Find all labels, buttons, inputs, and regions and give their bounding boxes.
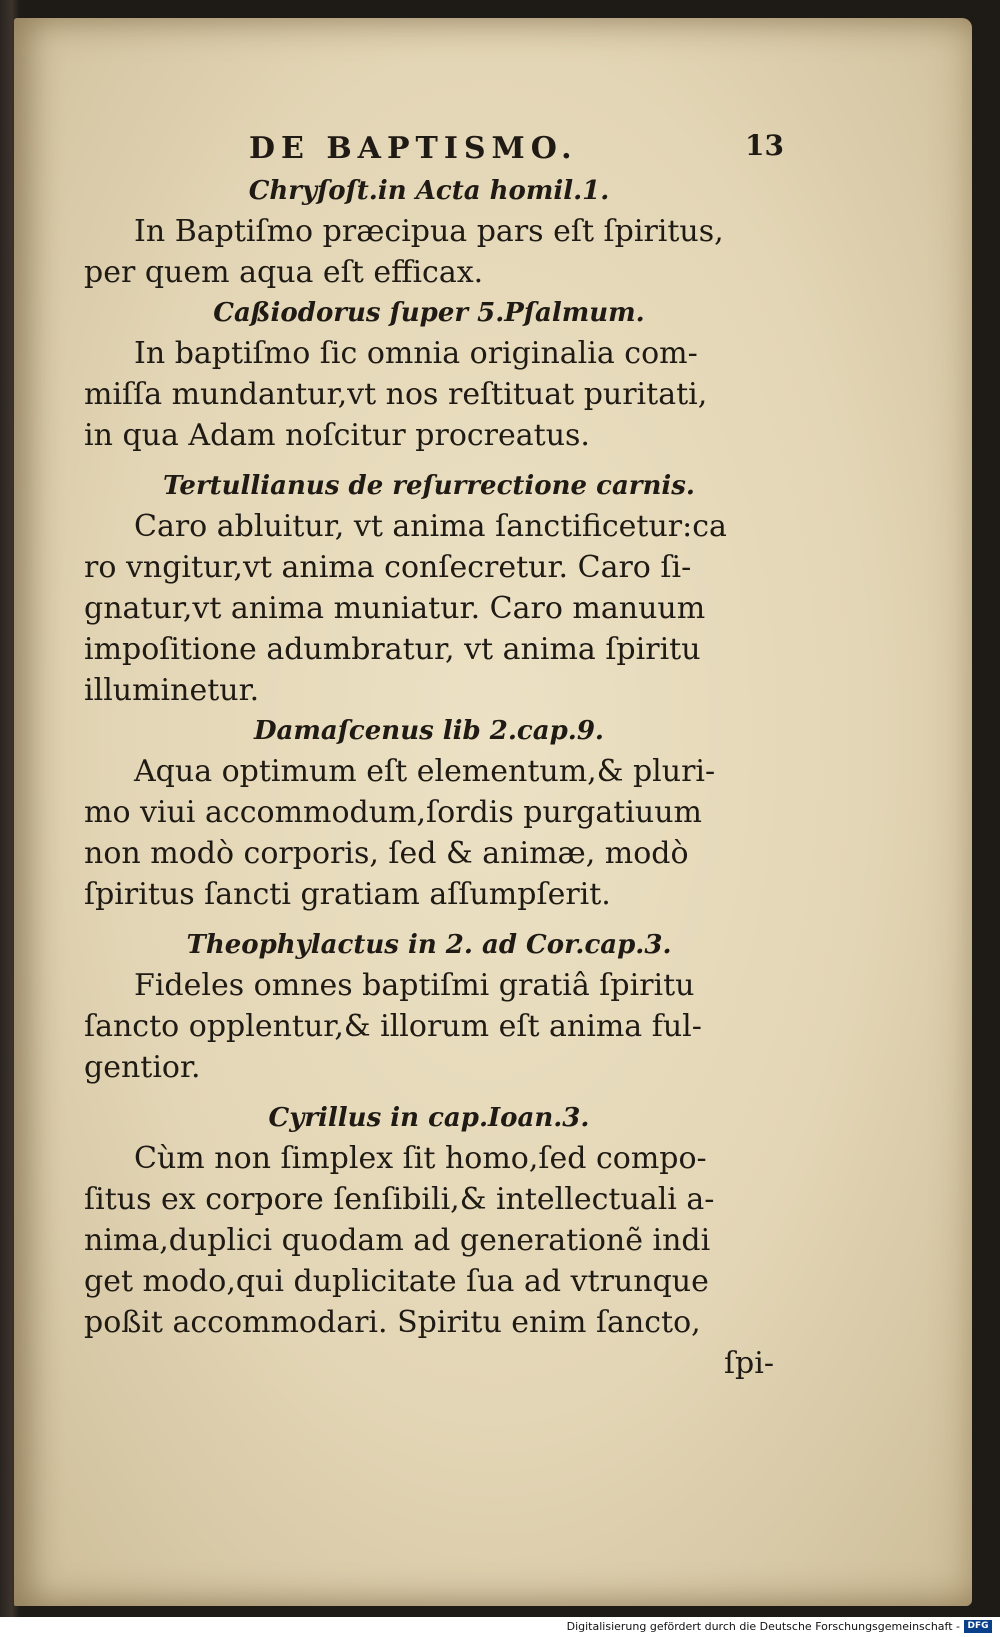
text-line: Aqua optimum eſt elementum,& pluri- [134, 754, 716, 789]
book-page [14, 18, 972, 1606]
text-line: illuminetur. [84, 673, 260, 708]
dfg-logo: DFG [964, 1620, 992, 1633]
text-line: nima,duplici quodam ad generationẽ indi [84, 1223, 711, 1258]
digitization-footer [0, 1617, 1000, 1637]
text-line: In baptiſmo ſic omnia originalia com- [134, 336, 698, 371]
text-line: ſitus ex corpore ſenſibili,& intellectuali a- [84, 1182, 715, 1217]
footer-text: Digitalisierung gefördert durch die Deutsche Forschungsgemeinschaft - [566, 1620, 960, 1633]
page-text [84, 123, 784, 1384]
section [84, 711, 774, 915]
text-line: Cùm non ſimplex ſit homo,ſed compo- [134, 1141, 707, 1176]
text-line: non modò corporis, ſed & animæ, modò [84, 836, 689, 871]
text-line: ſancto opplentur,& illorum eſt anima ful- [84, 1009, 702, 1044]
section-heading: Theophylactus in 2. ad Cor.cap.3. [186, 930, 672, 960]
text-line: Caro abluitur, vt anima ſanctificetur:ca [134, 509, 727, 544]
text-line: get modo,qui duplicitate ſua ad vtrunque [84, 1264, 709, 1299]
section [84, 293, 774, 456]
section [84, 925, 774, 1088]
text-line: poßit accommodari. Spiritu enim ſancto, [84, 1305, 701, 1340]
text-line: gentior. [84, 1050, 201, 1085]
running-head-title: DE BAPTISMO. [249, 131, 578, 166]
text-line: miſſa mundantur,vt nos reſtituat puritati, [84, 377, 708, 412]
section [84, 1098, 774, 1343]
section-heading: Damaſcenus lib 2.cap.9. [254, 716, 604, 746]
section-heading: Caßiodorus ſuper 5.Pſalmum. [213, 298, 645, 328]
text-line: In Baptiſmo præcipua pars eſt ſpiritus, [134, 214, 724, 249]
section-heading: Tertullianus de reſurrectione carnis. [163, 471, 695, 501]
section [84, 466, 774, 711]
section [84, 171, 774, 293]
text-line: per quem aqua eſt efficax. [84, 255, 484, 290]
text-line: ſpiritus ſancti gratiam aſſumpſerit. [84, 877, 611, 912]
text-line: impoſitione adumbratur, vt anima ſpiritu [84, 632, 701, 667]
catchword: ſpi- [723, 1346, 774, 1381]
text-line: gnatur,vt anima muniatur. Caro manuum [84, 591, 706, 626]
text-line: in qua Adam noſcitur procreatus. [84, 418, 590, 453]
page-number: 13 [745, 129, 784, 162]
section-heading: Cyrillus in cap.Ioan.3. [268, 1103, 590, 1133]
running-head [84, 123, 784, 171]
text-line: Fideles omnes baptiſmi gratiâ ſpiritu [134, 968, 695, 1003]
section-heading: Chryſoſt.in Acta homil.1. [248, 176, 610, 206]
text-line: mo viui accommodum,ſordis purgatiuum [84, 795, 702, 830]
text-line: ro vngitur,vt anima conſecretur. Caro ſi- [84, 550, 692, 585]
